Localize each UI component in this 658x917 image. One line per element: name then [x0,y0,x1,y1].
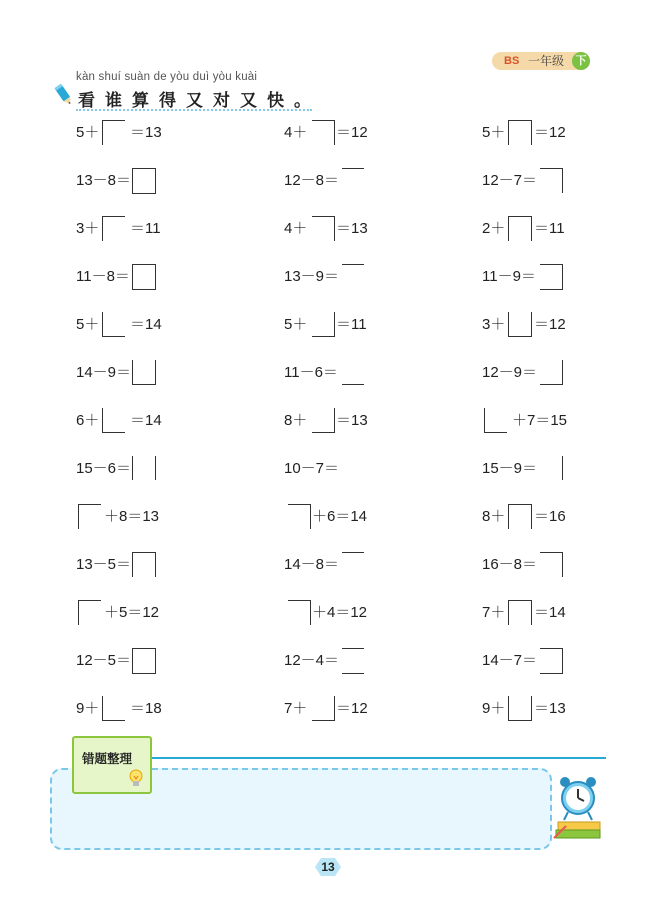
answer-box[interactable] [342,552,364,577]
grade-label: 一年级 [528,54,565,68]
page-number: 13 [321,860,335,874]
answer-box[interactable] [540,552,563,577]
exercise-item: ＋8＝13 [76,504,186,530]
exercise-item: 5＋ ＝14 [76,312,186,338]
answer-box[interactable] [132,264,156,290]
exercise-item: 7＋ ＝12 [284,696,394,722]
exercise-item: ＋5＝12 [76,600,186,626]
exercise-item: 10－7＝ [284,460,340,477]
title-pinyin: kàn shuí suàn de yòu duì yòu kuài [76,71,258,83]
answer-box[interactable] [540,456,563,480]
answer-box[interactable] [132,648,156,674]
answer-box[interactable] [540,648,563,674]
answer-box[interactable] [288,600,311,625]
exercise-item: 8＋ ＝16 [482,504,592,530]
exercise-item: 12－8＝ [284,168,394,194]
exercise-item: 5＋ ＝13 [76,120,186,146]
answer-box[interactable] [132,168,156,194]
answer-box[interactable] [508,312,532,337]
exercise-item: 12－5＝ [76,648,186,674]
answer-box[interactable] [342,648,364,674]
answer-box[interactable] [342,168,364,193]
answer-box[interactable] [102,408,125,433]
exercise-item: 11－8＝ [76,264,186,290]
answer-box[interactable] [102,216,125,241]
answer-box[interactable] [132,552,156,577]
answer-box[interactable] [508,600,532,625]
answer-box[interactable] [102,120,125,145]
answer-box[interactable] [540,264,563,290]
answer-box[interactable] [312,696,335,721]
exercise-item: 3＋ ＝12 [482,312,592,338]
exercise-item: ＋6＝14 [284,504,394,530]
exercise-item: 6＋ ＝14 [76,408,186,434]
review-label: 错题整理 [82,752,133,766]
exercise-item: 15－6＝ [76,456,186,482]
answer-box[interactable] [508,504,532,529]
exercise-item: 13－5＝ [76,552,186,578]
exercise-item: 12－7＝ [482,168,592,194]
edition-code: BS [504,55,520,67]
alarm-clock-icon [552,772,606,842]
lightbulb-icon [128,768,144,790]
answer-box[interactable] [78,600,101,625]
exercise-item: 14－7＝ [482,648,592,674]
exercise-item: 14－9＝ [76,360,186,386]
answer-box[interactable] [312,408,335,433]
exercise-item: 11－6＝ [284,360,394,386]
exercise-item: 5＋ ＝11 [284,312,394,338]
answer-box[interactable] [132,360,156,385]
answer-box[interactable] [288,504,311,529]
exercise-item: 5＋ ＝12 [482,120,592,146]
answer-box[interactable] [540,360,563,385]
answer-box[interactable] [78,504,101,529]
answer-box[interactable] [508,696,532,721]
answer-box[interactable] [132,456,156,480]
answer-box[interactable] [312,312,335,337]
exercise-item: 8＋ ＝13 [284,408,394,434]
exercise-item: 3＋ ＝11 [76,216,186,242]
answer-box[interactable] [508,216,532,241]
exercise-item: 11－9＝ [482,264,592,290]
answer-box[interactable] [102,696,125,721]
exercise-item: 12－4＝ [284,648,394,674]
answer-box[interactable] [312,120,335,145]
term-label: 下 [572,52,590,70]
answer-box[interactable] [484,408,507,433]
page-title: 看谁算得又对又快。 [78,91,321,110]
answer-box[interactable] [342,264,364,289]
exercise-item: 14－8＝ [284,552,394,578]
answer-box[interactable] [312,216,335,241]
exercise-item: 9＋ ＝18 [76,696,186,722]
exercise-item: 13－8＝ [76,168,186,194]
exercise-item: 4＋ ＝12 [284,120,394,146]
answer-box[interactable] [508,120,532,145]
exercise-item: 2＋ ＝11 [482,216,592,242]
exercise-item: 7＋ ＝14 [482,600,592,626]
exercise-item: 9＋ ＝13 [482,696,592,722]
exercise-item: ＋7＝15 [482,408,592,434]
answer-box[interactable] [540,168,563,193]
review-divider [152,757,606,759]
exercise-item: ＋4＝12 [284,600,394,626]
exercise-item: 4＋ ＝13 [284,216,394,242]
exercise-item: 16－8＝ [482,552,592,578]
answer-box[interactable] [102,312,125,337]
exercise-item: 13－9＝ [284,264,394,290]
exercise-item: 12－9＝ [482,360,592,386]
exercise-item: 15－9＝ [482,456,592,482]
answer-box[interactable] [342,360,364,385]
